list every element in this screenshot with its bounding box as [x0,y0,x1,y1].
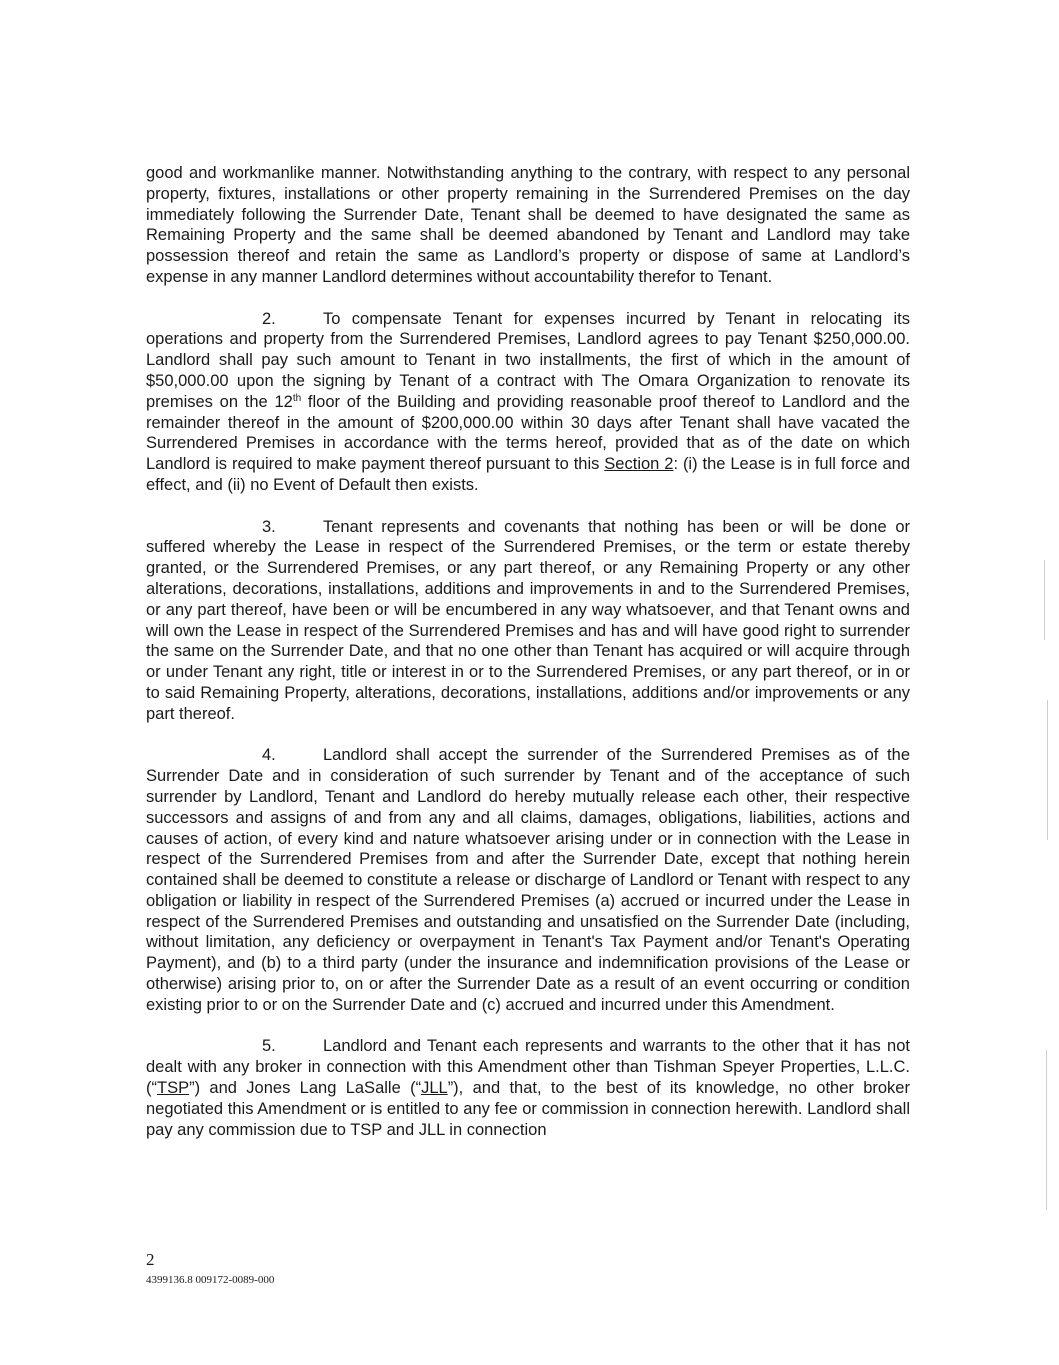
document-id: 4399136.8 009172-0089-000 [146,1274,275,1286]
page-number: 2 [146,1250,155,1269]
document-body [146,163,910,1140]
section-5-text-c: ”), and that, to the best of its knowledge, no other broker negotiated this Amendment or is entitled to any fee or commission in connection herewith. Landlord shall pay any commission due to TSP and JLL in connection [146,1079,910,1139]
ordinal-superscript: th [292,392,302,404]
section-number: 3. [262,517,276,536]
section-2-paragraph [146,309,910,496]
section-4-paragraph [146,745,910,1015]
section-number: 2. [262,309,276,328]
jll-defined-term: JLL [421,1079,448,1098]
section-reference: Section 2 [604,455,674,474]
section-2-text-b: floor of the Building and providing reasonable proof thereof to Landlord and the remainder thereof in the amount of $200,000.00 within 30 days after Tenant shall have vacated the Surrendered Premises in accordance with the terms hereof, provided that as of the date on which Landlord is required to make payment thereof pursuant to this [146,392,910,474]
scan-artifact [1044,560,1045,640]
section-2-text-a: To compensate Tenant for expenses incurred by Tenant in relocating its operations and property from the Surrendered Premises, Landlord agrees to pay Tenant $250,000.00. Landlord shall pay such amount to Tenant in two installments, the first of which in the amount of $50,000.00 upon the signing by Tenant of a contract with The Omara Organization to renovate its premises on the 12 [146,309,910,411]
section-4-text: Landlord shall accept the surrender of the Surrendered Premises as of the Surrender Date and in consideration of such surrender by Tenant and of the acceptance of such surrender by Landlord, Tenant and Landlord do hereby mutually release each other, their respective successors and assigns of and from any and all claims, damages, obligations, liabilities, actions and causes of action, of every kind and nature whatsoever arising under or in connection with the Lease in respect of the Surrendered Premises from and after the Surrender Date, except that nothing herein contained shall be deemed to constitute a release or discharge of Landlord or Tenant with respect to any obligation or liability in respect of the Surrendered Premises (a) accrued or incurred under the Lease in respect of the Surrendered Premises and outstanding and unsatisfied on the Surrender Date (including, without limitation, any deficiency or overpayment in Tenant's Tax Payment and/or Tenant's Operating Payment), and (b) to a third party (under the insurance and indemnification provisions of the Lease or otherwise) arising prior to, on or after the Surrender Date as a result of an event occurring or condition existing prior to or on the Surrender Date and (c) accrued and incurred under this Amendment. [146,746,910,1014]
section-3-text: Tenant represents and covenants that nothing has been or will be done or suffered whereby the Lease in respect of the Surrendered Premises, or the term or estate thereby granted, or the Surrendered Premises, or any part thereof, or any Remaining Property or any other alterations, decorations, installations, additions and improvements in and to the Surrendered Premises, or any part thereof, have been or will be encumbered in any way whatsoever, and that Tenant owns and will own the Lease in respect of the Surrendered Premises and has and will have good right to surrender the same on the Surrender Date, and that no one other than Tenant has acquired or will acquire through or under Tenant any right, title or interest in or to the Surrendered Premises, or any part thereof, or in or to said Remaining Property, alterations, decorations, installations, additions and/or improvements or any part thereof. [146,517,910,723]
scan-artifact [1047,700,1048,840]
scan-artifact [1046,1050,1047,1210]
section-3-paragraph [146,517,910,725]
continuation-paragraph: good and workmanlike manner. Notwithstanding anything to the contrary, with respect to any personal property, fixtures, installations or other property remaining in the Surrendered Premises on the day immediately following the Surrender Date, Tenant shall be deemed to have designated the same as Remaining Property and the same shall be deemed abandoned by Tenant and Landlord may take possession thereof and retain the same as Landlord’s property or dispose of same at Landlord’s expense in any manner Landlord determines without accountability therefor to Tenant. [146,164,910,286]
section-5-text-a: Landlord and Tenant each represents and warrants to the other that it has not dealt with any broker in connection with this Amendment other than Tishman Speyer Properties, L.L.C. (“ [146,1037,910,1098]
section-number: 5. [262,1037,276,1056]
section-5-paragraph [146,1036,910,1140]
section-number: 4. [262,746,276,765]
section-2-text-c: : (i) the Lease is in full force and effect, and (ii) no Event of Default then exists. [146,455,910,494]
section-5-text-b: ”) and Jones Lang LaSalle (“ [189,1079,422,1098]
tsp-defined-term: TSP [157,1079,190,1098]
